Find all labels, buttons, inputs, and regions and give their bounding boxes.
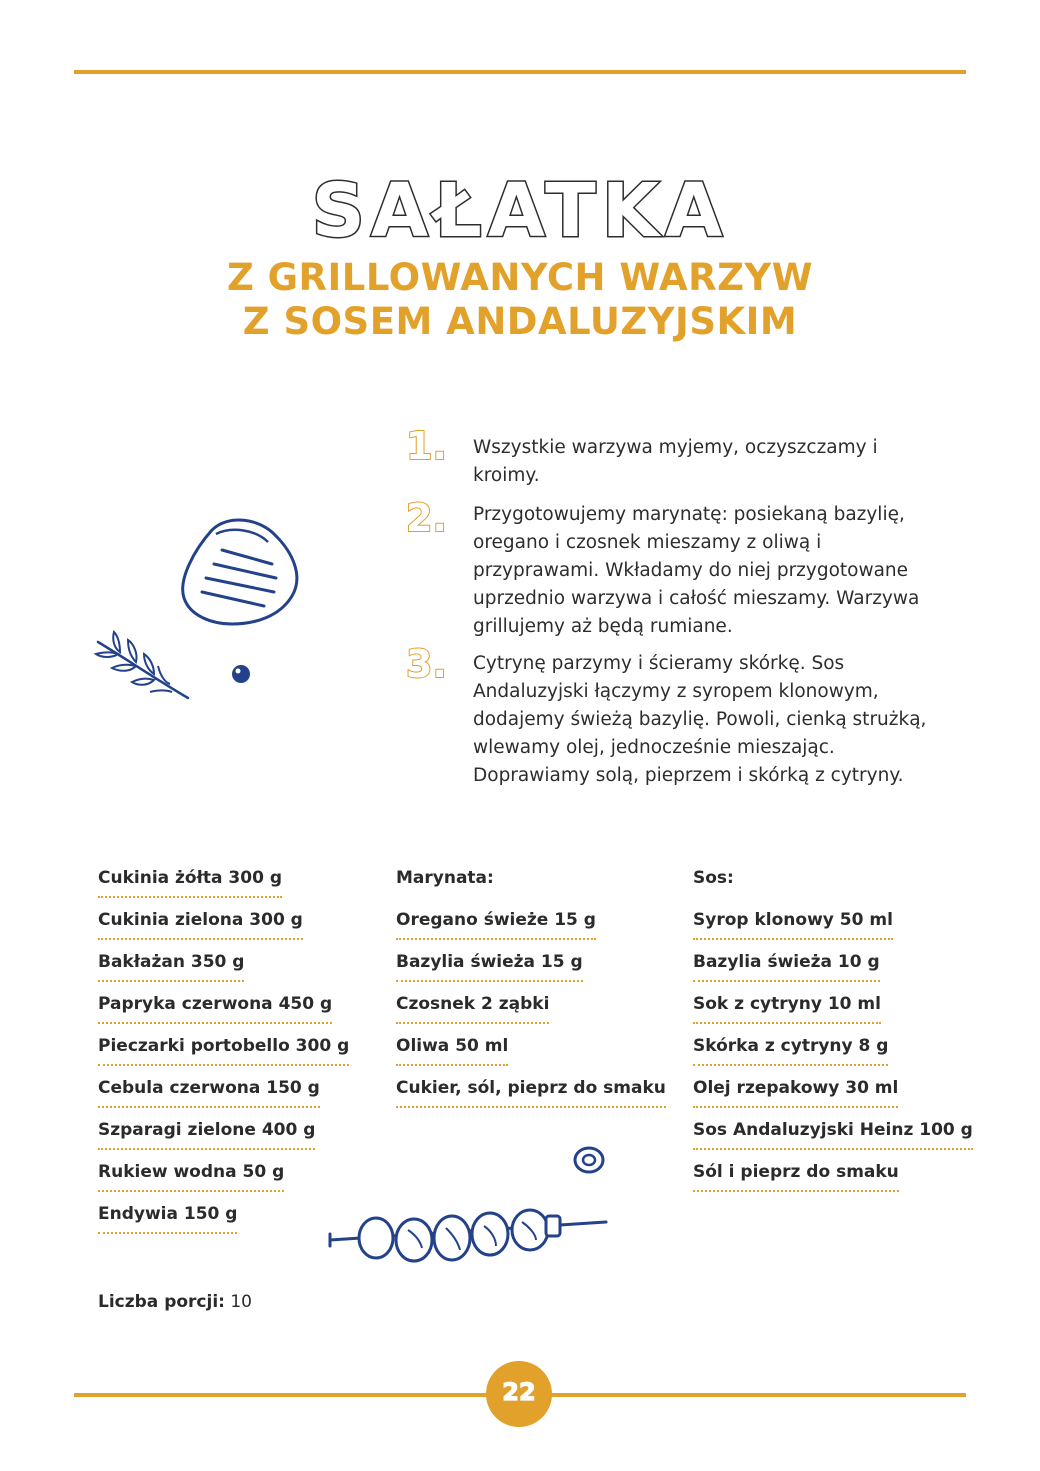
ingredient-item: Cukier, sól, pieprz do smaku [396, 1078, 666, 1108]
ingredient-item: Sok z cytryny 10 ml [693, 994, 881, 1024]
servings-value: 10 [230, 1292, 252, 1312]
pea-icon [230, 663, 252, 685]
sauce-heading: Sos: [693, 868, 734, 888]
recipe-subtitle-line1: Z GRILLOWANYCH WARZYW [226, 256, 814, 299]
ingredient-item: Oregano świeże 15 g [396, 910, 596, 940]
ingredient-item: Bakłażan 350 g [98, 952, 244, 982]
ingredient-item: Endywia 150 g [98, 1204, 237, 1234]
top-divider [74, 70, 966, 74]
ingredients-vegetables [98, 868, 398, 1246]
page-number: 22 [502, 1378, 536, 1406]
marinade-heading: Marynata: [396, 868, 494, 888]
ingredient-item: Bazylia świeża 10 g [693, 952, 880, 982]
ingredient-item: Bazylia świeża 15 g [396, 952, 583, 982]
ingredient-item: Cukinia zielona 300 g [98, 910, 303, 940]
ingredient-item: Sos Andaluzyjski Heinz 100 g [693, 1120, 973, 1150]
ingredient-item: Olej rzepakowy 30 ml [693, 1078, 898, 1108]
ingredient-item: Cebula czerwona 150 g [98, 1078, 320, 1108]
step-3-text: Cytrynę parzymy i ścieramy skórkę. Sos Andaluzyjski łączymy z syropem klonowym, dodajemy świeżą bazylię. Powoli, cienką strużką, wlewamy olej, jednocześnie mieszając. Doprawiamy solą, pieprzem i skórką z cytryny. [473, 653, 927, 786]
recipe-subtitle-line2: Z SOSEM ANDALUZYJSKIM [242, 300, 798, 343]
step-2-number: 2. [406, 496, 447, 540]
ingredient-item: Syrop klonowy 50 ml [693, 910, 893, 940]
ingredient-item: Oliwa 50 ml [396, 1036, 508, 1066]
step-2-text: Przygotowujemy marynatę: posiekaną bazylię, oregano i czosnek mieszamy z oliwą i przyprawami. Wkładamy do niej przygotowane uprzednio warzywa i całość mieszamy. Warzywa grillujemy aż będą rumiane. [473, 504, 920, 637]
servings-label: Liczba porcji: [98, 1292, 225, 1312]
ingredient-item: Czosnek 2 ząbki [396, 994, 549, 1024]
rosemary-icon [92, 626, 192, 702]
ingredient-item: Rukiew wodna 50 g [98, 1162, 284, 1192]
ingredient-item: Szparagi zielone 400 g [98, 1120, 315, 1150]
ingredients-marinade [396, 868, 696, 1120]
ingredient-item: Sól i pieprz do smaku [693, 1162, 899, 1192]
step-3-number: 3. [406, 642, 447, 686]
step-1-number: 1. [406, 424, 447, 468]
ingredient-item: Skórka z cytryny 8 g [693, 1036, 888, 1066]
ingredient-item: Pieczarki portobello 300 g [98, 1036, 349, 1066]
grilled-pepper-icon [176, 512, 306, 632]
step-1-text: Wszystkie warzywa myjemy, oczyszczamy i kroimy. [473, 437, 878, 486]
ingredients-sauce [693, 868, 993, 1204]
ingredient-item: Papryka czerwona 450 g [98, 994, 332, 1024]
ingredient-item: Cukinia żółta 300 g [98, 868, 282, 898]
servings [98, 1292, 252, 1312]
recipe-title: SAŁATKA [311, 168, 729, 254]
olive-icon [572, 1145, 606, 1175]
